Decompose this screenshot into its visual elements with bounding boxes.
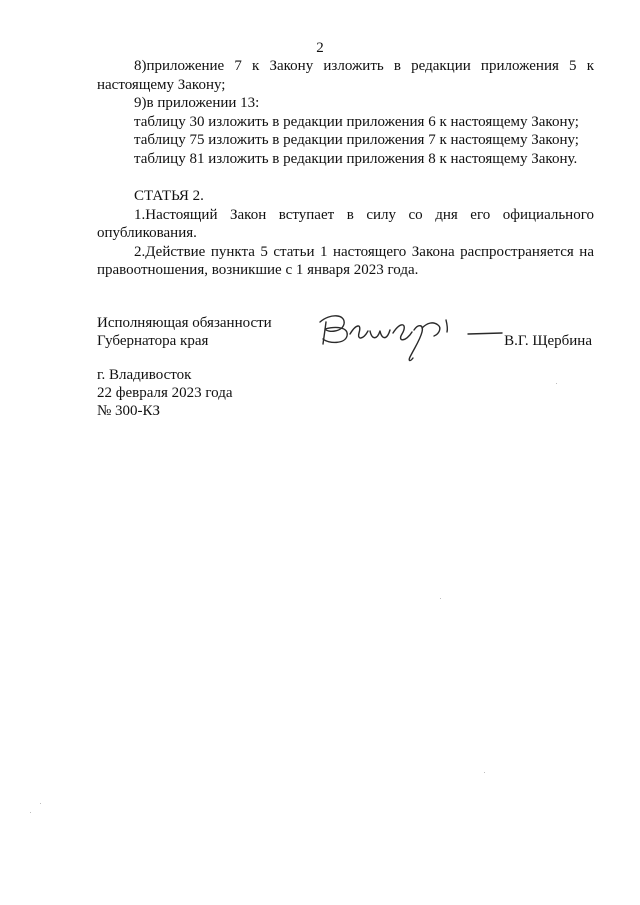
amendments-list [97,57,594,280]
list-subitem-table-81: таблицу 81 изложить в редакции приложения 8 к настоящему Закону. [134,150,578,167]
signer-name: В.Г. Щербина [504,333,592,349]
signer-title-line-2: Губернатора края [97,333,209,349]
list-subitem-table-75: таблицу 75 изложить в редакции приложения 7 к настоящему Закону; [134,132,579,148]
law-number: № 300-КЗ [97,403,161,419]
article-2-paragraph-2-continuation: правоотношения, возникшие с 1 января 2023 года. [97,262,419,278]
article-2-paragraph-1: 1.Настоящий Закон вступает в силу со дня его официального [134,206,594,223]
handwritten-signature [316,302,506,364]
article-2-paragraph-2: 2.Действие пункта 5 статьи 1 настоящего Закона распространяется на [134,243,594,260]
list-subitem-table-30: таблицу 30 изложить в редакции приложения 6 к настоящему Закону; [134,113,579,130]
list-item-8: 8)приложение 7 к Закону изложить в редакции приложения 5 к [134,58,594,74]
list-item-9: 9)в приложении 13: [134,95,260,111]
city: г. Владивосток [97,367,192,383]
list-item-8-continuation: настоящему Закону; [97,76,226,93]
date: 22 февраля 2023 года [97,385,233,401]
page-number: 2 [316,40,324,56]
signer-title-line-1: Исполняющая обязанности [97,315,272,331]
article-2-paragraph-1-continuation: опубликования. [97,225,197,241]
article-2-heading: СТАТЬЯ 2. [134,188,204,204]
